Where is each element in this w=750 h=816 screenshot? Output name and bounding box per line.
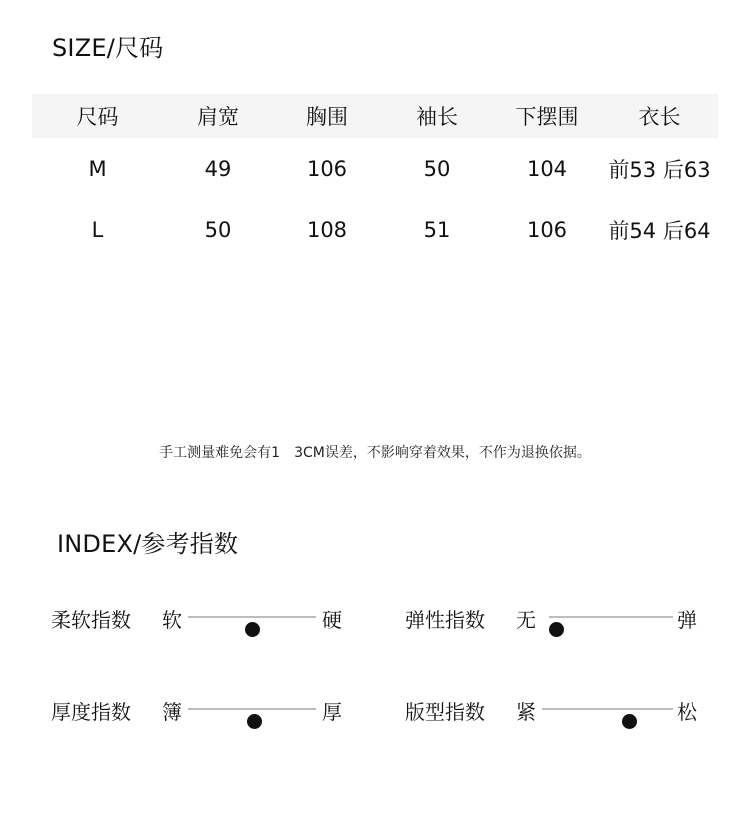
table-row [32,199,718,260]
header-cell: 袖长 [416,105,458,129]
metric-left-label: 无 [516,608,536,632]
metric-label: 柔软指数 [51,608,131,632]
metric-track [542,708,673,710]
metric-indicator [247,714,262,729]
metric-label: 弹性指数 [405,608,485,632]
table-cell: 50 [204,217,232,242]
metric-track [188,708,316,710]
metric-indicator [622,714,637,729]
table-cell: 104 [526,156,568,181]
metric-indicator [549,622,564,637]
table-cell: 前54 后64 [608,218,711,243]
metric-track [549,616,673,618]
table-cell: 49 [204,156,232,181]
size-table-header [32,94,718,138]
table-cell: 50 [423,156,451,181]
metric-left-label: 软 [162,608,182,632]
metric-label: 厚度指数 [51,700,131,724]
table-cell: L [91,217,104,242]
header-cell: 肩宽 [197,105,239,129]
size-table [32,94,718,260]
table-row [32,138,718,199]
table-cell: M [88,156,107,181]
metric-left-label: 紧 [516,700,536,724]
metric-right-label: 松 [677,700,697,724]
table-cell: 106 [306,156,348,181]
metric-indicator [245,622,260,637]
index-section-title: INDEX/参考指数 [57,530,239,558]
table-cell: 108 [306,217,348,242]
metric-fit [405,695,705,725]
size-section-title: SIZE/尺码 [52,34,164,62]
metric-right-label: 硬 [322,608,342,632]
metric-left-label: 簿 [162,700,182,724]
metric-thickness [51,695,351,725]
metric-track [188,616,316,618]
header-cell: 胸围 [306,105,348,129]
table-cell: 106 [526,217,568,242]
measurement-note: 手工测量难免会有1 3CM误差，不影响穿着效果，不作为退换依据。 [159,445,591,461]
metric-elasticity [405,603,705,633]
metric-softness [51,603,351,633]
table-cell: 51 [423,217,451,242]
header-cell: 尺码 [76,105,119,129]
table-cell: 前53 后63 [608,157,711,182]
metric-right-label: 弹 [677,608,697,632]
metric-label: 版型指数 [405,700,485,724]
header-cell: 衣长 [638,105,681,129]
header-cell: 下摆围 [515,105,579,129]
metric-right-label: 厚 [322,700,342,724]
